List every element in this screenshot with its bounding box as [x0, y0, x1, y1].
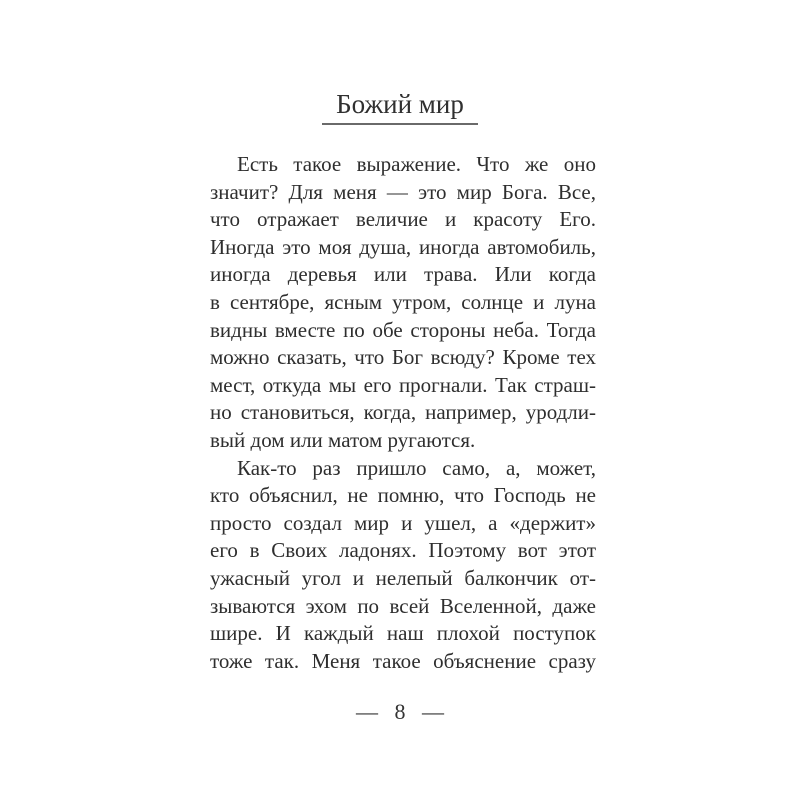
text-line: Есть такое выражение. Что же оно: [237, 152, 596, 176]
body-text: [210, 151, 596, 675]
text-line: ужасный угол и нелепый балкончик от-: [210, 565, 596, 590]
text-line: Как-то раз пришло само, а, может,: [237, 455, 596, 480]
text-line: Иногда это моя душа, иногда автомобиль,: [210, 234, 596, 259]
text-line: видны вместе по обе стороны неба. Тогда: [210, 317, 596, 342]
text-line: что отражает величие и красоту Его.: [210, 207, 596, 232]
text-line: его в Своих ладонях. Поэтому вот этот: [210, 538, 596, 563]
text-line: в сентябре, ясным утром, солнце и луна: [210, 289, 596, 314]
paragraph: [210, 151, 596, 455]
text-line: но становиться, когда, например, уродли-: [210, 400, 596, 425]
text-line: зываются эхом по всей Вселенной, даже: [210, 593, 596, 618]
chapter-title-wrap: [0, 88, 800, 125]
text-line: кто объяснил, не помню, что Господь не: [210, 483, 596, 508]
text-line: значит? Для меня — это мир Бога. Все,: [210, 179, 596, 204]
text-line: можно сказать, что Бог всюду? Кроме тех: [210, 345, 596, 370]
paragraph: [210, 455, 596, 676]
text-line: просто создал мир и ушел, а «держит»: [210, 510, 596, 535]
text-line: вый дом или матом ругаются.: [210, 427, 476, 452]
text-line: шире. И каждый наш плохой поступок: [210, 621, 596, 646]
text-line: мест, откуда мы его прогнали. Так страш-: [210, 372, 596, 397]
chapter-title: Божий мир: [322, 88, 478, 125]
page-number: — 8 —: [356, 699, 444, 724]
text-line: тоже так. Меня такое объяснение сразу: [210, 648, 596, 673]
text-line: иногда деревья или трава. Или когда: [210, 262, 596, 287]
